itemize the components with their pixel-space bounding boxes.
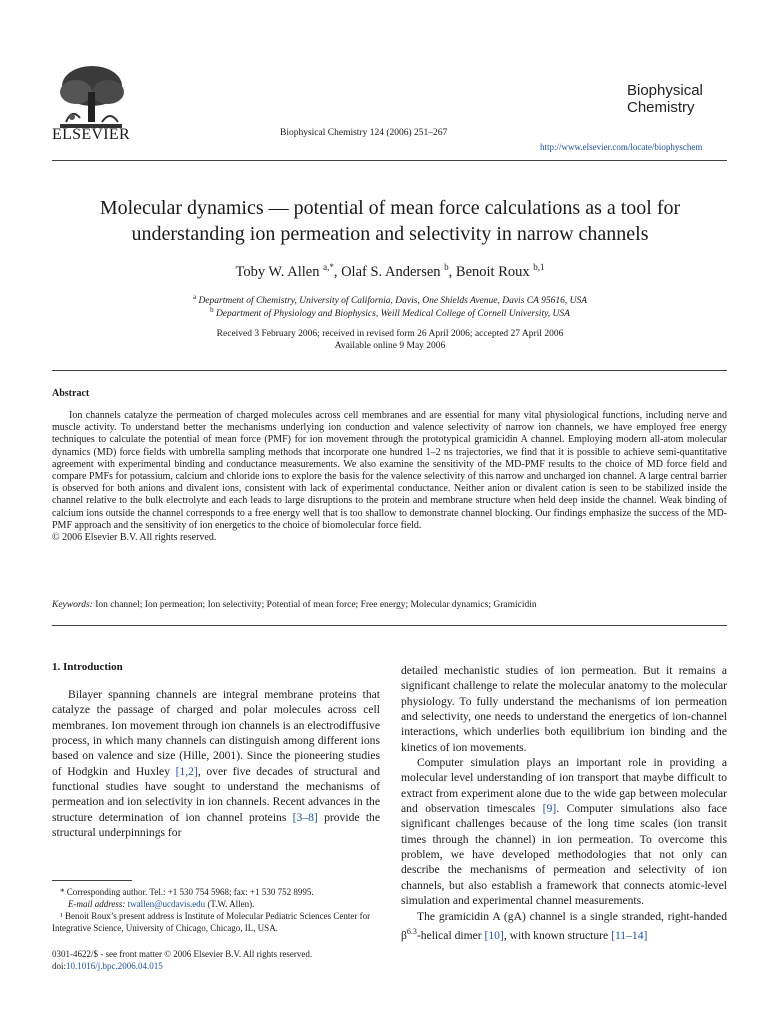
citation-link[interactable]: [3–8] (292, 810, 318, 824)
front-matter-info (52, 948, 312, 972)
keywords (52, 600, 537, 610)
keywords-label: Keywords: (52, 600, 93, 610)
author-affiliation-mark[interactable]: a,* (323, 262, 334, 272)
doi-line (52, 960, 312, 972)
intro-paragraph (401, 755, 727, 908)
title-line-1: Molecular dynamics — potential of mean force calculations as a tool for (99, 197, 681, 219)
left-column (52, 687, 380, 840)
doi-label: doi: (52, 961, 67, 971)
abstract-body (52, 410, 727, 544)
paragraph-text: . Computer simulations also face significant challenges because of the long time scales (ion transit times through the channel) in ion permeation. To overcome this problem, we have developed methodologies that not only can describe the mechanisms of permeation and selectivity of ion channels, but also establish a framework that connects atomic-level simulation and experimental channel measurements. (401, 802, 727, 908)
author-affiliation-mark[interactable]: b,1 (533, 262, 545, 272)
doi-link[interactable]: 10.1016/j.bpc.2006.04.015 (66, 961, 163, 971)
available-online: Available online 9 May 2006 (334, 341, 446, 351)
paragraph-text: The gramicidin A (gA) channel is a single stranded, right-handed β (401, 909, 727, 942)
received-dates: Received 3 February 2006; received in revised form 26 April 2006; accepted 27 April 2006 (216, 329, 564, 339)
email-suffix: (T.W. Allen). (205, 899, 255, 909)
author-name: Olaf S. Andersen (341, 263, 441, 280)
footnotes (52, 886, 380, 934)
citation-link[interactable]: [11–14] (611, 928, 648, 942)
journal-url-link[interactable]: http://www.elsevier.com/locate/biophyschem (540, 142, 703, 152)
journal-brand (627, 82, 703, 116)
issn-line: 0301-4622/$ - see front matter © 2006 Elsevier B.V. All rights reserved. (52, 949, 313, 959)
author-name: Benoit Roux (455, 263, 530, 280)
author-list: Toby W. Allen $^{a,*}$, Olaf S. Andersen $^b$, Benoit Roux $^{b,1}$ (235, 262, 545, 280)
affiliation-text: Department of Physiology and Biophysics, Weill Medical College of Cornell University, USA (215, 309, 570, 320)
paragraph-text: , with known structure (503, 928, 612, 942)
paragraph-text: provide the structural underpinnings for (52, 810, 380, 840)
title-divider (52, 370, 727, 371)
footnote-address: ¹ Benoit Roux’s present address is Institute of Molecular Pediatric Sciences Center for Integrative Science, University of Chicago, Chicago, IL, USA. (52, 911, 371, 933)
footnote-divider (52, 880, 132, 881)
article-title (40, 195, 740, 247)
affiliation-text: Department of Chemistry, University of California, Davis, One Shields Avenue, Davis CA 95616, USA (198, 296, 588, 307)
paragraph-text: , over five decades of structural and functional studies have sought to understand the mechanisms of permeation and ion selectivity in ion channels. Recent advances in the structure determination of ion channel proteins (52, 764, 380, 824)
abstract-copyright: © 2006 Elsevier B.V. All rights reserved. (52, 532, 217, 544)
affiliation (40, 306, 740, 319)
right-column (401, 663, 727, 943)
keywords-list: Ion channel; Ion permeation; Ion selectivity; Potential of mean force; Free energy; Molecular dynamics; Gramicidin (95, 600, 537, 610)
affiliation (40, 293, 740, 306)
email-link[interactable]: twallen@ucdavis.edu (127, 899, 206, 909)
author-affiliation-mark[interactable]: b (444, 262, 449, 272)
abstract-heading: Abstract (52, 388, 90, 399)
header-divider (52, 160, 727, 161)
intro-paragraph: detailed mechanistic studies of ion permeation. But it remains a significant challenge to relate the molecular anatomy to the molecular physiology. To fully understand the mechanisms of ion permeation and selectivity, one needs to understand the energetics of ion-channel interactions, which underlies both equilibrium ion binding and the kinetics of ion movements. (401, 664, 727, 754)
title-line-2: understanding ion permeation and selectivity in narrow channels (131, 223, 649, 245)
intro-paragraph (52, 687, 380, 840)
author-name: Toby W. Allen (235, 263, 320, 280)
citation-link[interactable]: [9] (542, 802, 557, 816)
footnote-email (52, 898, 380, 910)
paragraph-text: Bilayer spanning channels are integral membrane proteins that catalyze the passage of charged and polar molecules across cell membranes. Ion movement through ion channels is an electrodiffusive process, in which many channels can distinguish among different ions based on valence and size (Hille, 2001). Since the pioneering studies of Hodgkin and Huxley (52, 688, 380, 778)
journal-reference: Biophysical Chemistry 124 (2006) 251–267 (280, 128, 448, 138)
article-dates (40, 328, 740, 352)
affiliation-mark: a (192, 293, 197, 301)
affiliation-mark: b (210, 306, 214, 314)
footnote-corresponding: * Corresponding author. Tel.: +1 530 754 5968; fax: +1 530 752 8995. (60, 887, 314, 897)
intro-paragraph (401, 909, 727, 944)
abstract-divider (52, 625, 727, 626)
abstract-text: Ion channels catalyze the permeation of charged molecules across cell membranes and are essential for many vital physiological functions, including nerve and muscle activity. To understand better the mechanisms underlying ion conduction and valence selectivity of narrow ion channels, we have employed free energy techniques to calculate the potential of mean force (PMF) for ion movement through the prototypical gramicidin A channel. Employing modern all-atom molecular dynamics (MD) force fields with umbrella sampling methods that incorporate one hundred 1–2 ns trajectories, we find that it is possible to achieve semi-quantitative agreement with experimental binding and conductance measurements. We also examine the sensitivity of the MD-PMF results to the choice of MD force field and compare PMFs for potassium, calcium and chloride ions to explore the basis for the valence selectivity of this narrow and uncharged ion channel. A large central barrier is observed for both anions and divalent ions, consistent with lack of experimental conductance. Neither anion or divalent cation is seen to be stabilized inside the channel relative to the bulk electrolyte and each leads to large disruptions to the protein and membrane structure when held deep inside the channel. Weak binding of calcium ions outside the channel corresponds to a free energy well that is too shallow to demonstrate channel blocking. Our findings emphasize the success of the MD-PMF approach and the sensitivity of ion energetics to the choice of biomolecular force field. (52, 410, 727, 531)
journal-brand-line1: Biophysical (627, 82, 703, 99)
publisher-name: ELSEVIER (52, 126, 130, 143)
citation-link[interactable]: [10] (484, 928, 504, 942)
citation-link[interactable]: [1,2] (175, 764, 198, 778)
email-label: E-mail address: (68, 899, 126, 909)
section-heading-introduction: 1. Introduction (52, 661, 123, 673)
helix-superscript: 6.3 (406, 926, 417, 936)
journal-brand-line2: Chemistry (627, 99, 695, 116)
paragraph-text: -helical dimer (416, 928, 485, 942)
paragraph-text: Computer simulation plays an important role in providing a molecular level understanding of ion transport that maybe difficult to extract from experiment alone due to the wide gap between molecular and observation timescales (401, 756, 727, 816)
